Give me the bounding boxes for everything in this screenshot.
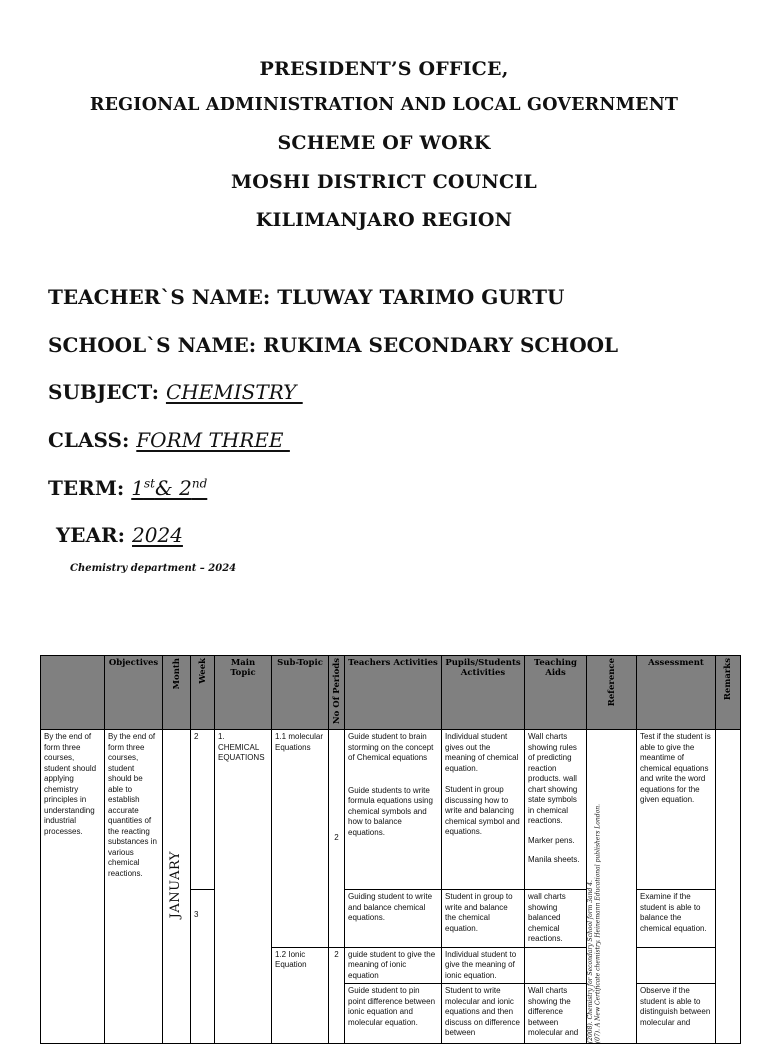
- teacher-activities-header: Teachers Activities: [345, 656, 442, 730]
- teacher-name-row: [48, 285, 564, 309]
- table-header-row: [41, 656, 741, 730]
- week-cell: 3: [191, 890, 215, 1044]
- department-note: Chemistry department – 2024: [70, 563, 237, 574]
- term-first: 1: [131, 476, 144, 500]
- competence-header: [41, 656, 105, 730]
- header-line-2: REGIONAL ADMINISTRATION AND LOCAL GOVERNMENT: [89, 95, 679, 115]
- subject-row: [48, 380, 303, 404]
- pupil-activity: Student in group discussing how to write and balancing chemical symbol and equations.: [445, 785, 520, 837]
- assessment-header: Assessment: [637, 656, 716, 730]
- main-topic-cell: 1. CHEMICAL EQUATIONS: [215, 730, 272, 1044]
- school-name-label: SCHOOL`S NAME:: [48, 333, 257, 357]
- subject-value: CHEMISTRY: [165, 380, 303, 404]
- reference-line-2: (07). A New Certificate chemistry. Heinemann Educational publishers London.: [594, 803, 602, 1044]
- sub-topic-cell: 1.2 Ionic Equation: [272, 947, 329, 1044]
- term-second-suffix: nd: [191, 476, 208, 491]
- week-cell: 2: [191, 730, 215, 890]
- assessment-cell: Observe if the student is able to distinguish between molecular and: [637, 984, 716, 1044]
- assessment-cell: Examine if the student is able to balance the chemical equation.: [637, 890, 716, 948]
- pupil-activities-cell: Student in group to write and balance the chemical equation.: [442, 890, 525, 948]
- class-label: CLASS:: [48, 428, 130, 452]
- competence-cell: By the end of form three courses, student should applying chemistry principles in understanding industrial processes.: [41, 730, 105, 1044]
- school-name-value: RUKIMA SECONDARY SCHOOL: [263, 333, 619, 357]
- sub-topic-header: Sub-Topic: [272, 656, 329, 730]
- periods-header: No Of Periods: [329, 656, 345, 730]
- class-value: FORM THREE: [136, 428, 290, 452]
- header-line-4: MOSHI DISTRICT COUNCIL: [231, 171, 537, 193]
- periods-cell: 2: [329, 947, 345, 1044]
- reference-line-1: (2008). Chemistry for Secondary School form 3and 4.: [587, 879, 594, 1044]
- teacher-activity: Guide student to brain storming on the concept of Chemical equations: [348, 732, 434, 763]
- pupil-activities-header: Pupils/Students Activities: [442, 656, 525, 730]
- objectives-header: Objectives: [105, 656, 163, 730]
- assessment-cell: [637, 947, 716, 984]
- scheme-of-work-table: [40, 655, 741, 1044]
- remarks-cell: [716, 730, 741, 1044]
- teaching-aid: Marker pens.: [528, 835, 575, 845]
- main-topic-header: Main Topic: [215, 656, 272, 730]
- term-label: TERM:: [48, 476, 125, 500]
- remarks-header: Remarks: [716, 656, 741, 730]
- year-label: YEAR:: [56, 523, 126, 547]
- periods-cell: 2: [329, 730, 345, 948]
- year-row: [56, 523, 183, 547]
- teaching-aids-cell: [525, 730, 587, 890]
- month-cell: [163, 730, 191, 1044]
- term-value: [131, 476, 207, 500]
- reference-text: [587, 804, 602, 1043]
- header-line-1: PRESIDENT’S OFFICE,: [259, 58, 509, 80]
- objectives-cell: By the end of form three courses, student should be able to establish accurate quantities of the reacting substances in various chemical reactions.: [105, 730, 163, 1044]
- term-row: [48, 476, 207, 500]
- teaching-aids-cell: wall charts showing balanced chemical reactions.: [525, 890, 587, 948]
- school-name-row: [48, 333, 618, 357]
- teacher-activity: Guide students to write formula equations using chemical symbols and how to balance equations.: [348, 785, 433, 837]
- teaching-aid: Manila sheets.: [528, 855, 580, 865]
- teaching-aids-cell: [525, 947, 587, 984]
- teacher-name-value: TLUWAY TARIMO GURTU: [277, 285, 565, 309]
- month-header: Month: [163, 656, 191, 730]
- teaching-aid: Wall charts showing rules of predicting reaction products. wall chart showing state symbols in chemical reactions.: [528, 732, 578, 826]
- sub-topic-cell: 1.1 molecular Equations: [272, 730, 329, 948]
- term-first-suffix: st: [143, 476, 155, 491]
- teaching-aids-cell: Wall charts showing the difference between molecular and: [525, 984, 587, 1044]
- teaching-aids-header: Teaching Aids: [525, 656, 587, 730]
- teacher-activities-cell: Guide student to pin point difference between ionic equation and molecular equation.: [345, 984, 442, 1044]
- table-row: [41, 730, 741, 890]
- header-line-5: KILIMANJARO REGION: [255, 209, 513, 231]
- reference-cell: [587, 730, 637, 1044]
- subject-label: SUBJECT:: [48, 380, 159, 404]
- teacher-activities-cell: Guiding student to write and balance chemical equations.: [345, 890, 442, 948]
- reference-header: Reference: [587, 656, 637, 730]
- class-row: [48, 428, 290, 452]
- teacher-activities-cell: [345, 730, 442, 890]
- pupil-activities-cell: Individual student to give the meaning of ionic equation.: [442, 947, 525, 984]
- teacher-activities-cell: guide student to give the meaning of ionic equation: [345, 947, 442, 984]
- term-second: & 2: [154, 476, 192, 500]
- teacher-name-label: TEACHER`S NAME:: [48, 285, 271, 309]
- header-line-3: SCHEME OF WORK: [277, 132, 491, 154]
- assessment-cell: Test if the student is able to give the meantime of chemical equations and write the word equations for the given equation.: [637, 730, 716, 890]
- year-value: 2024: [132, 523, 183, 547]
- pupil-activities-cell: Student to write molecular and ionic equations and then discuss on difference between: [442, 984, 525, 1044]
- week-header: Week: [191, 656, 215, 730]
- month-text: JANUARY: [168, 851, 184, 919]
- pupil-activities-cell: [442, 730, 525, 890]
- pupil-activity: Individual student gives out the meaning of chemical equation.: [445, 732, 519, 773]
